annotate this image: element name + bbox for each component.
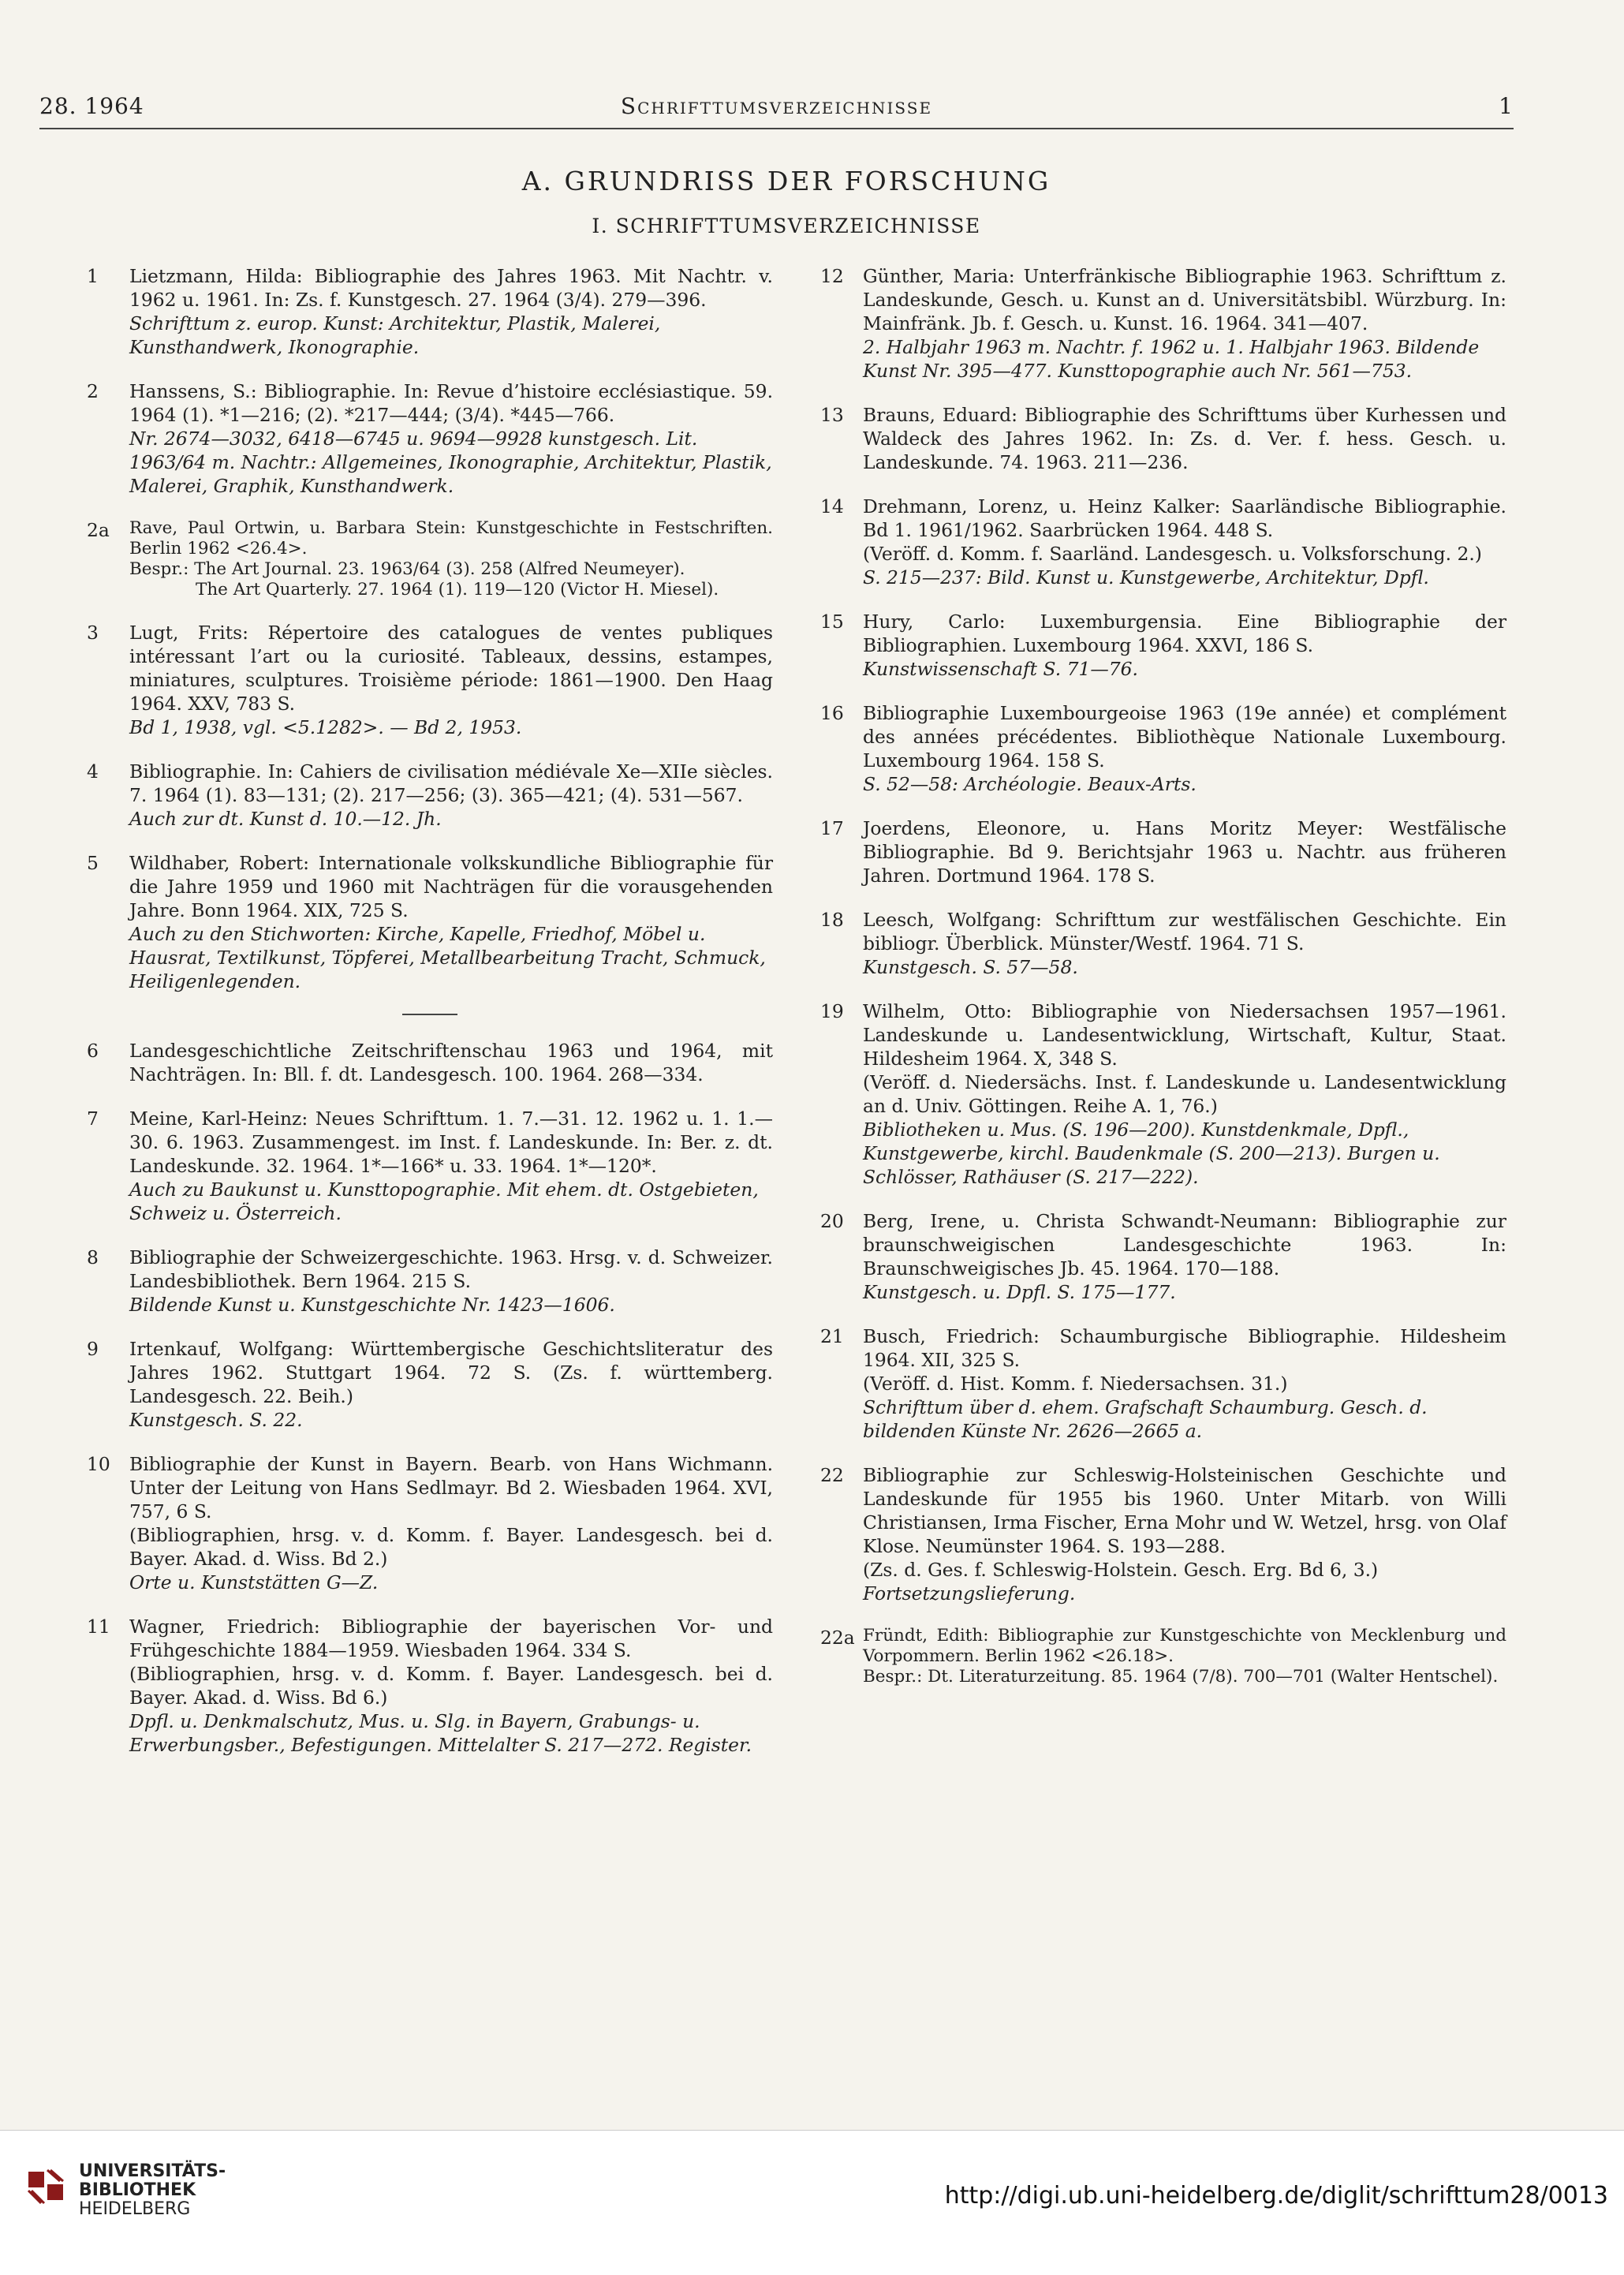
- entry-number: 8: [87, 1246, 99, 1268]
- entry-annotation: Kunstgesch. S. 57—58.: [863, 956, 1078, 978]
- bibliography-entry: [87, 1107, 773, 1225]
- entry-number: 2a: [87, 519, 110, 541]
- library-name-line: UNIVERSITÄTS-: [79, 2161, 226, 2181]
- bibliography-entry: [87, 1246, 773, 1317]
- entry-citation: Bibliographie zur Schleswig-Holsteinischen Geschichte und Landeskunde für 1955 bis 1960. Unter Mitarb. von Willi Christiansen, Irma Fischer, Erna Mohr und W. Wetzel, hrsg. von Olaf Klose. Neumünster 1964. S. 193—288. (Zs. d. Ges. f. Schleswig-Holstein. Gesch. Erg. Bd 6, 3.): [863, 1464, 1506, 1581]
- entry-citation: Günther, Maria: Unterfränkische Bibliographie 1963. Schrifttum z. Landeskunde, Gesch. u. Kunst an d. Universitätsbibl. Würzburg. In: Mainfränk. Jb. f. Gesch. u. Kunst. 16. 1964. 341—407.: [863, 265, 1506, 334]
- entry-number: 18: [820, 909, 844, 931]
- entry-annotation: Kunstgesch. u. Dpfl. S. 175—177.: [863, 1281, 1176, 1303]
- entry-number: 22a: [820, 1627, 855, 1649]
- entry-citation: Drehmann, Lorenz, u. Heinz Kalker: Saarländische Bibliographie. Bd 1. 1961/1962. Saarbrücken 1964. 448 S. (Veröff. d. Komm. f. Saarländ. Landesgesch. u. Volksforschung. 2.): [863, 495, 1506, 565]
- entry-annotation: 2. Halbjahr 1963 m. Nachtr. f. 1962 u. 1. Halbjahr 1963. Bildende Kunst Nr. 395—477. Kunsttopographie auch Nr. 561—753.: [863, 336, 1480, 382]
- entry-citation: Hury, Carlo: Luxemburgensia. Eine Bibliographie der Bibliographien. Luxembourg 1964. XXVI, 186 S.: [863, 611, 1506, 656]
- entry-number: 1: [87, 265, 99, 287]
- entry-annotation: Fortsetzungslieferung.: [863, 1582, 1076, 1604]
- entry-number: 4: [87, 760, 99, 783]
- entry-citation: Fründt, Edith: Bibliographie zur Kunstgeschichte von Mecklenburg und Vorpommern. Berlin 1962 <26.18>.: [863, 1626, 1506, 1666]
- right-column: [820, 264, 1506, 1708]
- entry-citation: Brauns, Eduard: Bibliographie des Schrifttums über Kurhessen und Waldeck des Jahres 1962. In: Zs. d. Ver. f. hess. Gesch. u. Landeskunde. 74. 1963. 211—236.: [863, 404, 1506, 473]
- running-head-title: Schrifttumsverzeichnisse: [620, 93, 933, 119]
- entry-annotation: Kunstgesch. S. 22.: [129, 1408, 303, 1431]
- entry-annotation: Bd 1, 1938, vgl. <5.1282>. — Bd 2, 1953.: [129, 716, 522, 738]
- section-separator: [402, 1014, 457, 1015]
- entry-citation: Hanssens, S.: Bibliographie. In: Revue d’histoire ecclésiastique. 59. 1964 (1). *1—216; (2). *217—444; (3/4). *445—766.: [129, 380, 773, 426]
- bibliography-entry: [87, 1615, 773, 1757]
- entry-annotation: Orte u. Kunststätten G—Z.: [129, 1571, 379, 1593]
- entry-number: 17: [820, 817, 844, 839]
- bibliography-entry: [820, 999, 1506, 1189]
- entry-number: 9: [87, 1337, 99, 1360]
- entry-number: 22: [820, 1464, 844, 1486]
- entry-citation: Lugt, Frits: Répertoire des catalogues de ventes publiques intéressant l’art ou la curiosité. Tableaux, dessins, estampes, miniatures, sculptures. Troisième période: 1861—1900. Den Haag 1964. XXV, 783 S.: [129, 622, 773, 715]
- section-title: A. GRUNDRISS DER FORSCHUNG: [521, 166, 1051, 196]
- entry-citation: Landesgeschichtliche Zeitschriftenschau 1963 und 1964, mit Nachträgen. In: Bll. f. dt. Landesgesch. 100. 1964. 268—334.: [129, 1039, 773, 1085]
- library-logo-icon: [24, 2164, 68, 2208]
- entry-citation: Wildhaber, Robert: Internationale volkskundliche Bibliographie für die Jahre 1959 und 1960 mit Nachträgen für die vorausgehenden Jahre. Bonn 1964. XIX, 725 S.: [129, 852, 773, 921]
- bibliography-entry: [820, 701, 1506, 796]
- entry-number: 2: [87, 380, 99, 402]
- left-column: [87, 264, 773, 1777]
- entry-number: 19: [820, 1000, 844, 1022]
- bibliography-entry: [820, 816, 1506, 887]
- bibliography-entry: [820, 264, 1506, 383]
- entry-citation: Wagner, Friedrich: Bibliographie der bayerischen Vor- und Frühgeschichte 1884—1959. Wiesbaden 1964. 334 S. (Bibliographien, hrsg. v. d. Komm. f. Bayer. Landesgesch. bei d. Bayer. Akad. d. Wiss. Bd 6.): [129, 1615, 773, 1709]
- entry-number: 15: [820, 611, 844, 633]
- entry-citation: Busch, Friedrich: Schaumburgische Bibliographie. Hildesheim 1964. XII, 325 S. (Veröff. d. Hist. Komm. f. Niedersachsen. 31.): [863, 1325, 1506, 1395]
- entry-annotation: S. 52—58: Archéologie. Beaux-Arts.: [863, 773, 1197, 795]
- bibliography-entry: [820, 610, 1506, 681]
- entry-number: 20: [820, 1210, 844, 1232]
- subsection-title: I. SCHRIFTTUMSVERZEICHNISSE: [592, 215, 981, 237]
- bibliography-entry: [820, 495, 1506, 589]
- bibliography-entry: [87, 379, 773, 498]
- bibliography-entry: [820, 1209, 1506, 1304]
- library-name-line: HEIDELBERG: [79, 2199, 191, 2219]
- bibliography-entry: [87, 1452, 773, 1594]
- entry-number: 6: [87, 1039, 99, 1062]
- bibliography-entry: [820, 908, 1506, 979]
- entry-annotation: S. 215—237: Bild. Kunst u. Kunstgewerbe, Architektur, Dpfl.: [863, 566, 1429, 588]
- entry-citation: Meine, Karl-Heinz: Neues Schrifttum. 1. 7.—31. 12. 1962 u. 1. 1.—30. 6. 1963. Zusammengest. im Inst. f. Landeskunde. In: Ber. z. dt. Landeskunde. 32. 1964. 1*—166* u. 33. 1964. 1*—120*.: [129, 1107, 773, 1177]
- entry-citation: Rave, Paul Ortwin, u. Barbara Stein: Kunstgeschichte in Festschriften. Berlin 1962 <26.4>.: [129, 518, 773, 558]
- bibliography-entry: [820, 403, 1506, 474]
- entry-citation: Leesch, Wolfgang: Schrifttum zur westfälischen Geschichte. Ein bibliogr. Überblick. Münster/Westf. 1964. 71 S.: [863, 909, 1506, 954]
- entry-number: 7: [87, 1107, 99, 1130]
- page-number: 1: [1499, 93, 1514, 119]
- bibliography-entry: [87, 518, 773, 600]
- header-rule: [39, 128, 1514, 129]
- entry-number: 13: [820, 404, 844, 426]
- entry-annotation: Kunstwissenschaft S. 71—76.: [863, 658, 1138, 680]
- entry-citation: Bibliographie der Kunst in Bayern. Bearb. von Hans Wichmann. Unter der Leitung von Hans Sedlmayr. Bd 2. Wiesbaden 1964. XVI, 757, 6 S. (Bibliographien, hrsg. v. d. Komm. f. Bayer. Landesgesch. bei d. Bayer. Akad. d. Wiss. Bd 2.): [129, 1452, 773, 1570]
- entry-citation: Lietzmann, Hilda: Bibliographie des Jahres 1963. Mit Nachtr. v. 1962 u. 1961. In: Zs. f. Kunstgesch. 27. 1964 (3/4). 279—396.: [129, 265, 773, 311]
- entry-citation: Bibliographie Luxembourgeoise 1963 (19e année) et complément des années précédentes. Bibliothèque Nationale Luxembourg. Luxembourg 1964. 158 S.: [863, 702, 1506, 771]
- entry-number: 11: [87, 1615, 110, 1638]
- entry-annotation: Schrifttum über d. ehem. Grafschaft Schaumburg. Gesch. d. bildenden Künste Nr. 2626—2665 a.: [863, 1396, 1428, 1442]
- bibliography-entry: [87, 851, 773, 993]
- bibliography-entry: [820, 1626, 1506, 1687]
- entry-number: 12: [820, 265, 844, 287]
- entry-citation: Bibliographie der Schweizergeschichte. 1963. Hrsg. v. d. Schweizer. Landesbibliothek. Bern 1964. 215 S.: [129, 1246, 773, 1292]
- entry-annotation: Bildende Kunst u. Kunstgeschichte Nr. 1423—1606.: [129, 1293, 615, 1316]
- bibliography-entry: [87, 760, 773, 831]
- entry-number: 14: [820, 495, 844, 517]
- bibliography-entry: [820, 1324, 1506, 1443]
- entry-review: Bespr.: Dt. Literaturzeitung. 85. 1964 (7/8). 700—701 (Walter Hentschel).: [863, 1667, 1499, 1687]
- entry-citation: Berg, Irene, u. Christa Schwandt-Neumann: Bibliographie zur braunschweigischen Landesgeschichte 1963. In: Braunschweigisches Jb. 45. 1964. 170—188.: [863, 1210, 1506, 1279]
- footer-bar: [0, 2130, 1624, 2275]
- bibliography-entry: [87, 1039, 773, 1086]
- entry-citation: Bibliographie. In: Cahiers de civilisation médiévale Xe—XIIe siècles. 7. 1964 (1). 83—131; (2). 217—256; (3). 365—421; (4). 531—567.: [129, 760, 773, 806]
- entry-number: 3: [87, 622, 99, 644]
- entry-annotation: Auch zu Baukunst u. Kunsttopographie. Mit ehem. dt. Ostgebieten, Schweiz u. Österreich.: [129, 1178, 759, 1224]
- entry-annotation: Dpfl. u. Denkmalschutz, Mus. u. Slg. in Bayern, Grabungs- u. Erwerbungsber., Befestigungen. Mittelalter S. 217—272. Register.: [129, 1709, 752, 1756]
- entry-citation: Joerdens, Eleonore, u. Hans Moritz Meyer: Westfälische Bibliographie. Bd 9. Berichtsjahr 1963 u. Nachtr. aus früheren Jahren. Dortmund 1964. 178 S.: [863, 817, 1506, 887]
- entry-citation: Wilhelm, Otto: Bibliographie von Niedersachsen 1957—1961. Landeskunde u. Landesentwicklung, Wirtschaft, Kultur, Staat. Hildesheim 1964. X, 348 S. (Veröff. d. Niedersächs. Inst. f. Landeskunde u. Landesentwicklung an d. Univ. Göttingen. Reihe A. 1, 76.): [863, 1000, 1506, 1117]
- library-name: [79, 2162, 226, 2219]
- entry-number: 21: [820, 1325, 844, 1347]
- entry-citation: Irtenkauf, Wolfgang: Württembergische Geschichtsliteratur des Jahres 1962. Stuttgart 1964. 72 S. (Zs. f. württemberg. Landesgesch. 22. Beih.): [129, 1337, 773, 1407]
- entry-annotation: Schrifttum z. europ. Kunst: Architektur, Plastik, Malerei, Kunsthandwerk, Ikonographie.: [129, 312, 661, 358]
- bibliography-entry: [87, 1337, 773, 1432]
- entry-number: 10: [87, 1452, 110, 1475]
- entry-annotation: Nr. 2674—3032, 6418—6745 u. 9694—9928 kunstgesch. Lit. 1963/64 m. Nachtr.: Allgemeines, Ikonographie, Architektur, Plastik, Malerei, Graphik, Kunsthandwerk.: [129, 428, 772, 497]
- bibliography-entry: [87, 264, 773, 359]
- entry-number: 5: [87, 852, 99, 874]
- entry-annotation: Auch zur dt. Kunst d. 10.—12. Jh.: [129, 808, 442, 830]
- entry-annotation: Auch zu den Stichworten: Kirche, Kapelle, Friedhof, Möbel u. Hausrat, Textilkunst, Töpferei, Metallbearbeitung Tracht, Schmuck, Heiligenlegenden.: [129, 923, 766, 992]
- bibliography-entry: [820, 1463, 1506, 1605]
- entry-number: 16: [820, 702, 844, 724]
- library-name-line: BIBLIOTHEK: [79, 2180, 196, 2200]
- source-url-link[interactable]: http://digi.ub.uni-heidelberg.de/diglit/schrifttum28/0013: [944, 2182, 1608, 2210]
- bibliography-entry: [87, 621, 773, 739]
- entry-review: Bespr.: The Art Journal. 23. 1963/64 (3). 258 (Alfred Neumeyer). The Art Quarterly. 27. 1964 (1). 119—120 (Victor H. Miesel).: [129, 559, 719, 600]
- entry-annotation: Bibliotheken u. Mus. (S. 196—200). Kunstdenkmale, Dpfl., Kunstgewerbe, kirchl. Baudenkmale (S. 200—213). Burgen u. Schlösser, Rathäuser (S. 217—222).: [863, 1119, 1440, 1188]
- running-head-left: 28. 1964: [39, 93, 144, 119]
